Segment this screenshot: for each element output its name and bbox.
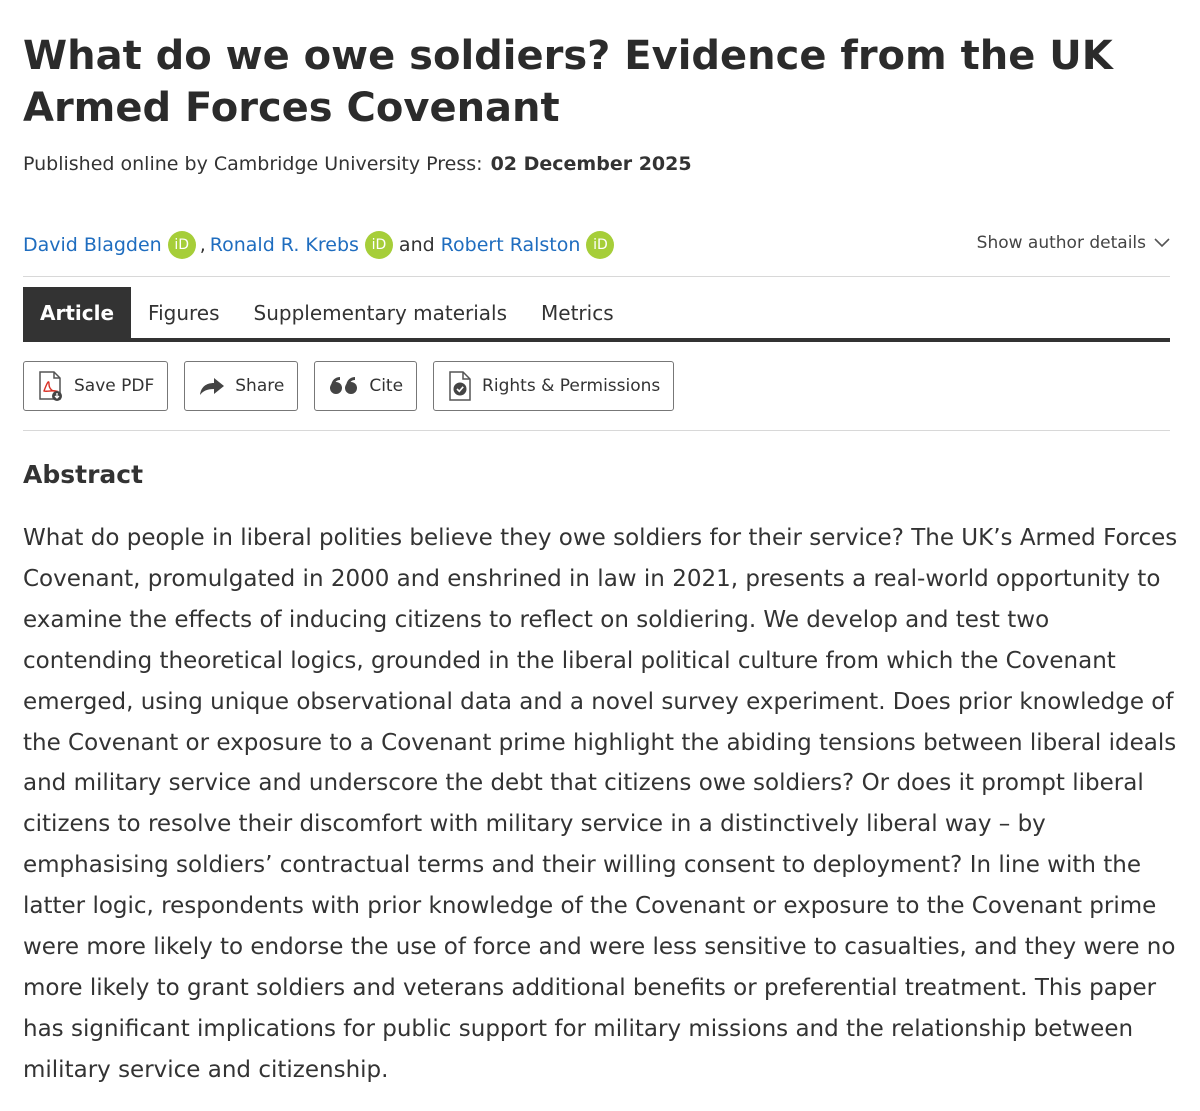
author-list: [23, 228, 618, 262]
cite-button[interactable]: [314, 361, 417, 411]
orcid-icon[interactable]: iD: [168, 231, 196, 259]
author-conjunction: and: [398, 234, 435, 256]
rights-permissions-button[interactable]: [433, 361, 674, 411]
article-tabs: [23, 287, 631, 339]
tab-metrics[interactable]: Metrics: [541, 301, 614, 325]
author-separator: ,: [199, 234, 206, 256]
show-author-details-label: Show author details: [976, 233, 1146, 253]
share-label: Share: [235, 376, 285, 396]
share-icon: [199, 376, 225, 396]
divider: [23, 430, 1170, 431]
cite-label: Cite: [369, 376, 404, 396]
tab-underline: [23, 338, 1170, 342]
share-button[interactable]: [184, 361, 298, 411]
document-check-icon: [448, 371, 472, 401]
orcid-icon[interactable]: iD: [365, 231, 393, 259]
save-pdf-label: Save PDF: [74, 376, 155, 396]
show-author-details-toggle[interactable]: [977, 233, 1170, 253]
chevron-down-icon: [1154, 238, 1170, 248]
abstract-heading: Abstract: [23, 460, 144, 489]
author-link-blagden[interactable]: David Blagden: [23, 234, 162, 256]
rights-permissions-label: Rights & Permissions: [482, 376, 661, 396]
article-title: What do we owe soldiers? Evidence from the UK Armed Forces Covenant: [23, 33, 1113, 131]
abstract-text: What do people in liberal polities believe they owe soldiers for their service? The UK’s Armed Forces Covenant, promulgated in 2000 and enshrined in law in 2021, presents a real-world opportunity to examine the effects of inducing citizens to reflect on soldiering. We develop and test two contending theoretical logics, grounded in the liberal political culture from which the Covenant emerged, using unique observational data and a novel survey experiment. Does prior knowledge of the Covenant or exposure to a Covenant prime highlight the abiding tensions between liberal ideals and military service and underscore the debt that citizens owe soldiers? Or does it prompt liberal citizens to resolve their discomfort with military service in a distinctively liberal way – by emphasising soldiers’ contractual terms and their willing consent to deployment? In line with the latter logic, respondents with prior knowledge of the Covenant or exposure to the Covenant prime were more likely to endorse the use of force and were less sensitive to casualties, and they were no more likely to grant soldiers and veterans additional benefits or preferential treatment. This paper has significant implications for public support for military missions and the relationship between military service and citizenship.: [23, 525, 1178, 1083]
save-pdf-button[interactable]: [23, 361, 168, 411]
pdf-download-icon: [38, 371, 64, 401]
published-label: Published online by Cambridge University Press:: [23, 153, 483, 175]
article-actions: [23, 361, 690, 411]
quote-icon: [329, 376, 359, 396]
divider: [23, 276, 1170, 277]
tab-figures[interactable]: Figures: [148, 301, 220, 325]
author-link-krebs[interactable]: Ronald R. Krebs: [209, 234, 359, 256]
published-date: 02 December 2025: [490, 153, 692, 175]
publication-info: [23, 153, 692, 175]
tab-article[interactable]: Article: [23, 287, 131, 339]
tab-supplementary-materials[interactable]: Supplementary materials: [253, 301, 508, 325]
author-link-ralston[interactable]: Robert Ralston: [440, 234, 581, 256]
orcid-icon[interactable]: iD: [586, 231, 614, 259]
